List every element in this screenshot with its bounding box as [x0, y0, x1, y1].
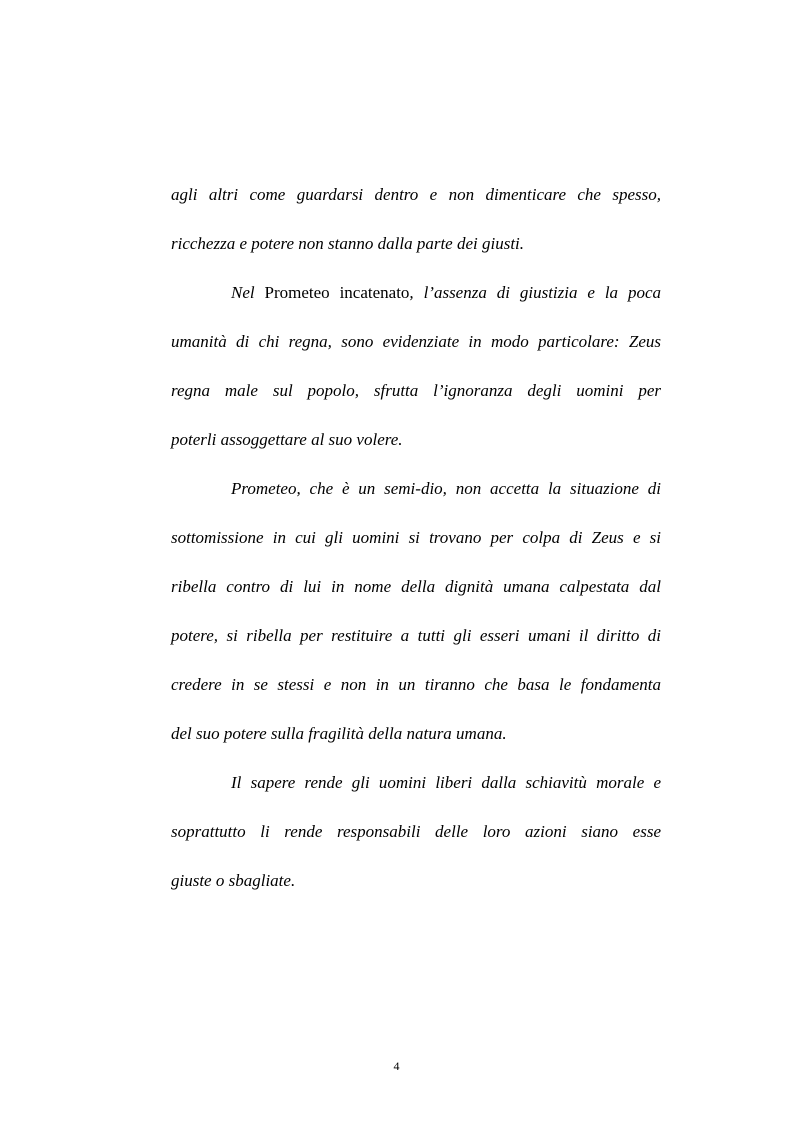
text-run: , l’assenza di giustizia e la poca [409, 283, 661, 302]
text-line: del suo potere sulla fragilità della natura umana. [171, 724, 507, 743]
text-line: potere, si ribella per restituire a tutti gli esseri umani il diritto di [171, 626, 661, 645]
text-line: giuste o sbagliate. [171, 871, 296, 890]
text-line: credere in se stessi e non in un tiranno che basa le fondamenta [171, 675, 661, 694]
text-line: regna male sul popolo, sfrutta l’ignoranza degli uomini per [171, 381, 661, 400]
work-title: Prometeo incatenato [264, 283, 410, 302]
text-line: agli altri come guardarsi dentro e non dimenticare che spesso, [171, 185, 661, 204]
text-line: ribella contro di lui in nome della dignità umana calpestata dal [171, 577, 661, 596]
paragraph-start-line: Prometeo, che è un semi-dio, non accetta la situazione di [231, 479, 661, 498]
page-number: 4 [393, 1059, 400, 1073]
text-line: ricchezza e potere non stanno dalla parte dei giusti. [171, 234, 525, 253]
text-line: umanità di chi regna, sono evidenziate in modo particolare: Zeus [171, 332, 661, 351]
paragraph-start-line: Il sapere rende gli uomini liberi dalla schiavitù morale e [231, 773, 661, 792]
body-text [171, 175, 661, 910]
text-line: poterli assoggettare al suo volere. [171, 430, 403, 449]
text-line: soprattutto li rende responsabili delle loro azioni siano esse [171, 822, 661, 841]
text-line: sottomissione in cui gli uomini si trovano per colpa di Zeus e si [171, 528, 661, 547]
paragraph-start-line [171, 273, 661, 322]
text-run: Nel [231, 283, 265, 302]
